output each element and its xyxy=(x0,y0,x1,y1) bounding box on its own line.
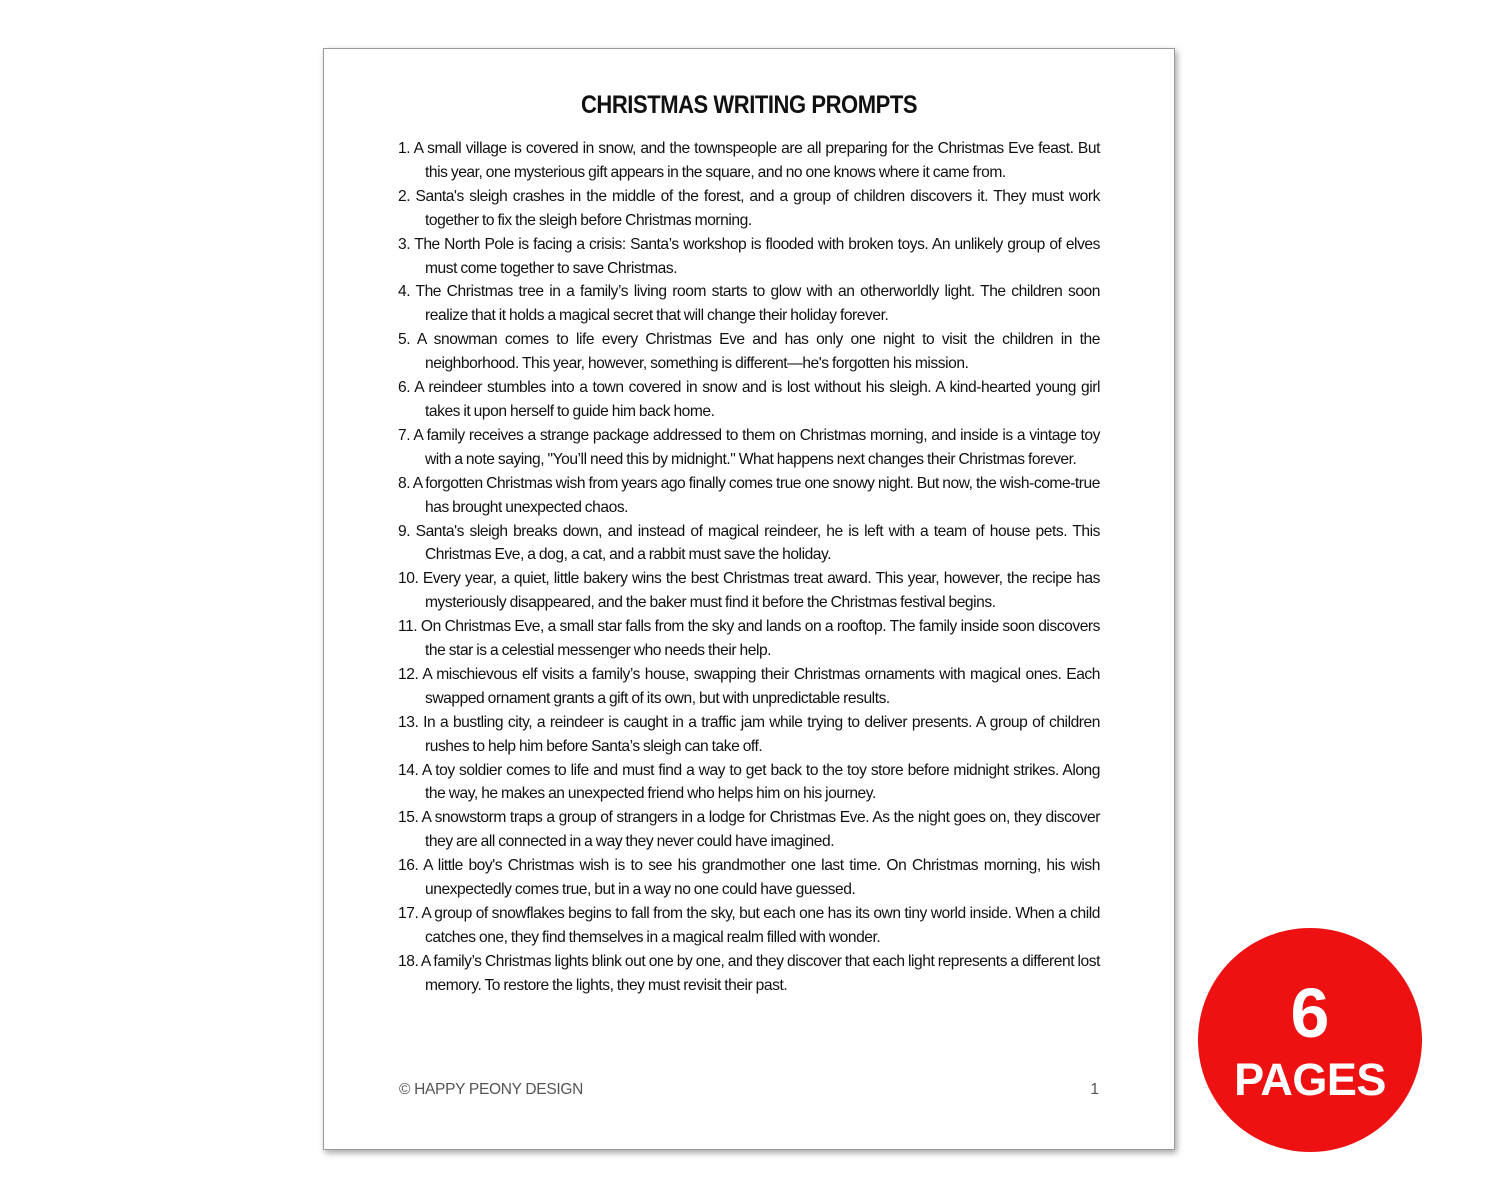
page-number: 1 xyxy=(1090,1081,1099,1098)
prompt-number: 14. xyxy=(398,761,419,779)
prompt-item xyxy=(398,280,1100,328)
prompt-number: 2. xyxy=(398,187,411,205)
prompt-item xyxy=(398,950,1100,998)
prompt-text: A little boy's Christmas wish is to see his grandmother one last time. On Christmas morning, his wish unexpectedly comes true, but in a way no one could have guessed. xyxy=(423,857,1100,899)
prompt-number: 6. xyxy=(398,379,411,397)
prompt-item xyxy=(398,424,1100,472)
prompt-number: 18. xyxy=(398,952,419,970)
prompt-number: 4. xyxy=(398,283,411,301)
prompt-text: A toy soldier comes to life and must find a way to get back to the toy store before midnight strikes. Along the way, he makes an unexpected friend who helps him on his journey. xyxy=(421,761,1100,803)
prompt-text: The Christmas tree in a family’s living room starts to glow with an otherworldly light. The children soon realize that it holds a magical secret that will change their holiday forever. xyxy=(415,283,1100,325)
document-page xyxy=(323,48,1175,1150)
prompt-item xyxy=(398,185,1100,233)
prompt-text: The North Pole is facing a crisis: Santa’s workshop is flooded with broken toys. An unlikely group of elves must come together to save Christmas. xyxy=(414,235,1100,277)
prompt-number: 7. xyxy=(398,426,411,444)
prompt-item xyxy=(398,806,1100,854)
prompt-text: A family’s Christmas lights blink out one by one, and they discover that each light represents a different lost memory. To restore the lights, they must revisit their past. xyxy=(420,952,1100,994)
prompt-number: 11. xyxy=(398,618,418,636)
prompt-number: 5. xyxy=(398,331,411,349)
prompt-item xyxy=(398,137,1100,185)
prompt-item xyxy=(398,233,1100,281)
prompt-item xyxy=(398,376,1100,424)
prompt-number: 3. xyxy=(398,235,411,253)
prompt-number: 12. xyxy=(398,665,419,683)
prompt-number: 13. xyxy=(398,713,419,731)
prompt-text: A mischievous elf visits a family’s house, swapping their Christmas ornaments with magical ones. Each swapped ornament grants a gift of its own, but with unpredictable results. xyxy=(422,665,1100,707)
prompt-number: 10. xyxy=(398,570,419,588)
prompt-item xyxy=(398,854,1100,902)
prompt-item xyxy=(398,472,1100,520)
prompt-item xyxy=(398,902,1100,950)
prompt-item xyxy=(398,328,1100,376)
prompt-text: A snowstorm traps a group of strangers in a lodge for Christmas Eve. As the night goes on, they discover they are all connected in a way they never could have imagined. xyxy=(421,809,1100,851)
page-title: CHRISTMAS WRITING PROMPTS xyxy=(580,91,918,119)
prompt-item xyxy=(398,615,1100,663)
prompt-item xyxy=(398,759,1100,807)
prompt-text: Every year, a quiet, little bakery wins the best Christmas treat award. This year, however, the recipe has mysteriously disappeared, and the baker must find it before the Christmas festival begins. xyxy=(422,570,1100,612)
prompt-text: A family receives a strange package addressed to them on Christmas morning, and inside is a vintage toy with a note saying, "You’ll need this by midnight." What happens next changes their Christmas forever. xyxy=(413,426,1100,468)
prompt-text: A group of snowflakes begins to fall from the sky, but each one has its own tiny world inside. When a child catches one, they find themselves in a magical realm filled with wonder. xyxy=(421,905,1100,946)
prompt-text: A small village is covered in snow, and the townspeople are all preparing for the Christmas Eve feast. But this year, one mysterious gift appears in the square, and no one knows where it came from. xyxy=(413,140,1100,181)
prompt-list xyxy=(398,137,1100,998)
prompt-text: A snowman comes to life every Christmas Eve and has only one night to visit the children in the neighborhood. This year, however, something is different—he's forgotten his mission. xyxy=(416,331,1100,373)
prompt-item xyxy=(398,711,1100,759)
prompt-item xyxy=(398,567,1100,615)
prompt-item xyxy=(398,663,1100,711)
page-count-badge xyxy=(1198,928,1422,1152)
badge-number: 6 xyxy=(1290,974,1330,1052)
copyright-footer: © HAPPY PEONY DESIGN xyxy=(399,1081,584,1098)
prompt-text: A forgotten Christmas wish from years ago finally comes true one snowy night. But now, the wish-come-true has brought unexpected chaos. xyxy=(412,474,1100,516)
badge-label: PAGES xyxy=(1234,1054,1386,1105)
prompt-text: On Christmas Eve, a small star falls from the sky and lands on a rooftop. The family inside soon discovers the star is a celestial messenger who needs their help. xyxy=(420,618,1101,660)
prompt-number: 15. xyxy=(398,809,419,827)
prompt-number: 17. xyxy=(398,905,419,922)
prompt-number: 1. xyxy=(398,140,411,157)
prompt-number: 16. xyxy=(398,857,419,875)
prompt-text: In a bustling city, a reindeer is caught in a traffic jam while trying to deliver presents. A group of children rushes to help him before Santa’s sleigh can take off. xyxy=(423,713,1100,755)
prompt-text: A reindeer stumbles into a town covered in snow and is lost without his sleigh. A kind-hearted young girl takes it upon herself to guide him back home. xyxy=(414,379,1101,420)
prompt-number: 8. xyxy=(398,474,411,492)
prompt-number: 9. xyxy=(398,522,411,540)
prompt-text: Santa's sleigh crashes in the middle of the forest, and a group of children discovers it. They must work together to fix the sleigh before Christmas morning. xyxy=(415,187,1100,229)
prompt-item xyxy=(398,520,1100,568)
prompt-text: Santa's sleigh breaks down, and instead of magical reindeer, he is left with a team of house pets. This Christmas Eve, a dog, a cat, and a rabbit must save the holiday. xyxy=(415,522,1100,564)
